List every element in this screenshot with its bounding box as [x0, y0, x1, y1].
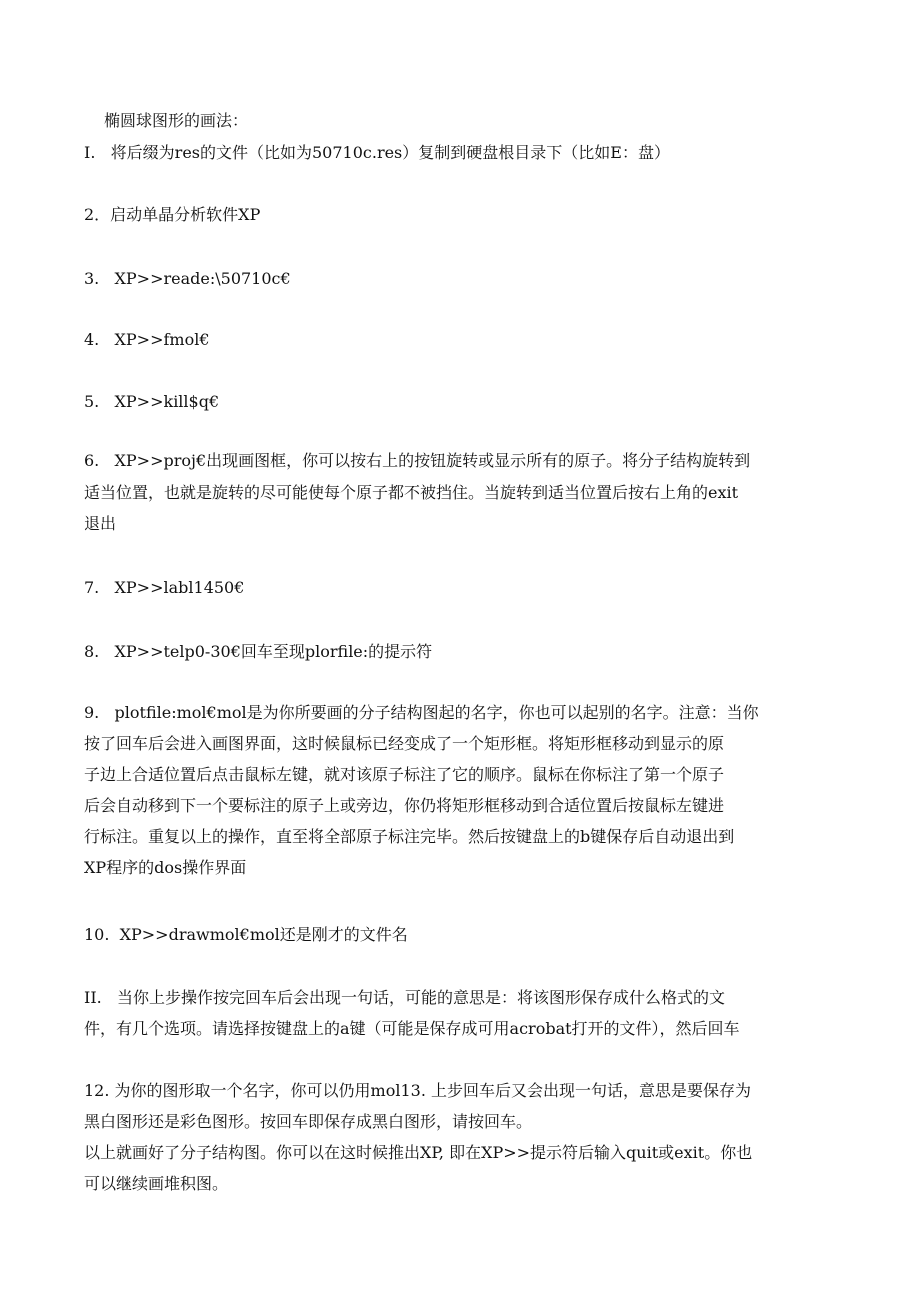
step-6-line-1: 6. XP>>proj€出现画图框，你可以按右上的按钮旋转或显示所有的原子。将分子结构旋转到	[84, 451, 751, 470]
step-3-line-1: 3. XP>>reade:\50710c€	[84, 269, 291, 288]
step-12-line-2: 黑白图形还是彩色图形。按回车即保存成黑白图形，请按回车。	[84, 1112, 533, 1131]
step-9-line-1: 9. plotfile:mol€mol是为你所要画的分子结构图起的名字，你也可以起别的名字。注意：当你	[84, 703, 759, 722]
step-9-line-3: 子边上合适位置后点击鼠标左键，就对该原子标注了它的顺序。鼠标在你标注了第一个原子	[84, 765, 725, 784]
step-1-line-1: I. 将后缀为res的文件（比如为50710c.res）复制到硬盘根目录下（比如E：盘）	[84, 143, 670, 162]
step-8-line-1: 8. XP>>telp0-30€回车至现plorfile:的提示符	[84, 642, 433, 661]
conclusion-line-2: 可以继续画堆积图。	[84, 1174, 229, 1193]
step-10-line-1: 10. XP>>drawmol€mol还是刚才的文件名	[84, 925, 408, 944]
document-title: 椭圆球图形的画法：	[104, 111, 249, 130]
step-7-line-1: 7. XP>>labl1450€	[84, 578, 245, 597]
step-11-line-1: II. 当你上步操作按完回车后会出现一句话，可能的意思是：将该图形保存成什么格式的文	[84, 988, 725, 1007]
step-11-line-2: 件，有几个选项。请选择按键盘上的a键（可能是保存成可用acrobat打开的文件），然后回车	[84, 1019, 740, 1038]
step-6-line-2: 适当位置，也就是旋转的尽可能使每个原子都不被挡住。当旋转到适当位置后按右上角的exit	[84, 483, 739, 502]
step-5-line-1: 5. XP>>kill$q€	[84, 392, 220, 411]
step-4-line-1: 4. XP>>fmol€	[84, 330, 210, 349]
step-2-line-1: 2．启动单晶分析软件XP	[84, 205, 261, 224]
step-6-line-3: 退出	[84, 514, 117, 533]
step-9-line-2: 按了回车后会进入画图界面，这时候鼠标已经变成了一个矩形框。将矩形框移动到显示的原	[84, 734, 725, 753]
step-9-line-4: 后会自动移到下一个要标注的原子上或旁边，你仍将矩形框移动到合适位置后按鼠标左键进	[84, 796, 725, 815]
step-12-line-1: 12. 为你的图形取一个名字，你可以仍用mol13. 上步回车后又会出现一句话，意思是要保存为	[84, 1081, 751, 1100]
step-9-line-5: 行标注。重复以上的操作，直至将全部原子标注完毕。然后按键盘上的b键保存后自动退出到	[84, 827, 735, 846]
conclusion-line-1: 以上就画好了分子结构图。你可以在这时候推出XP, 即在XP>>提示符后输入quit或exit。你也	[84, 1143, 753, 1162]
step-9-line-6: XP程序的dos操作界面	[84, 858, 247, 877]
